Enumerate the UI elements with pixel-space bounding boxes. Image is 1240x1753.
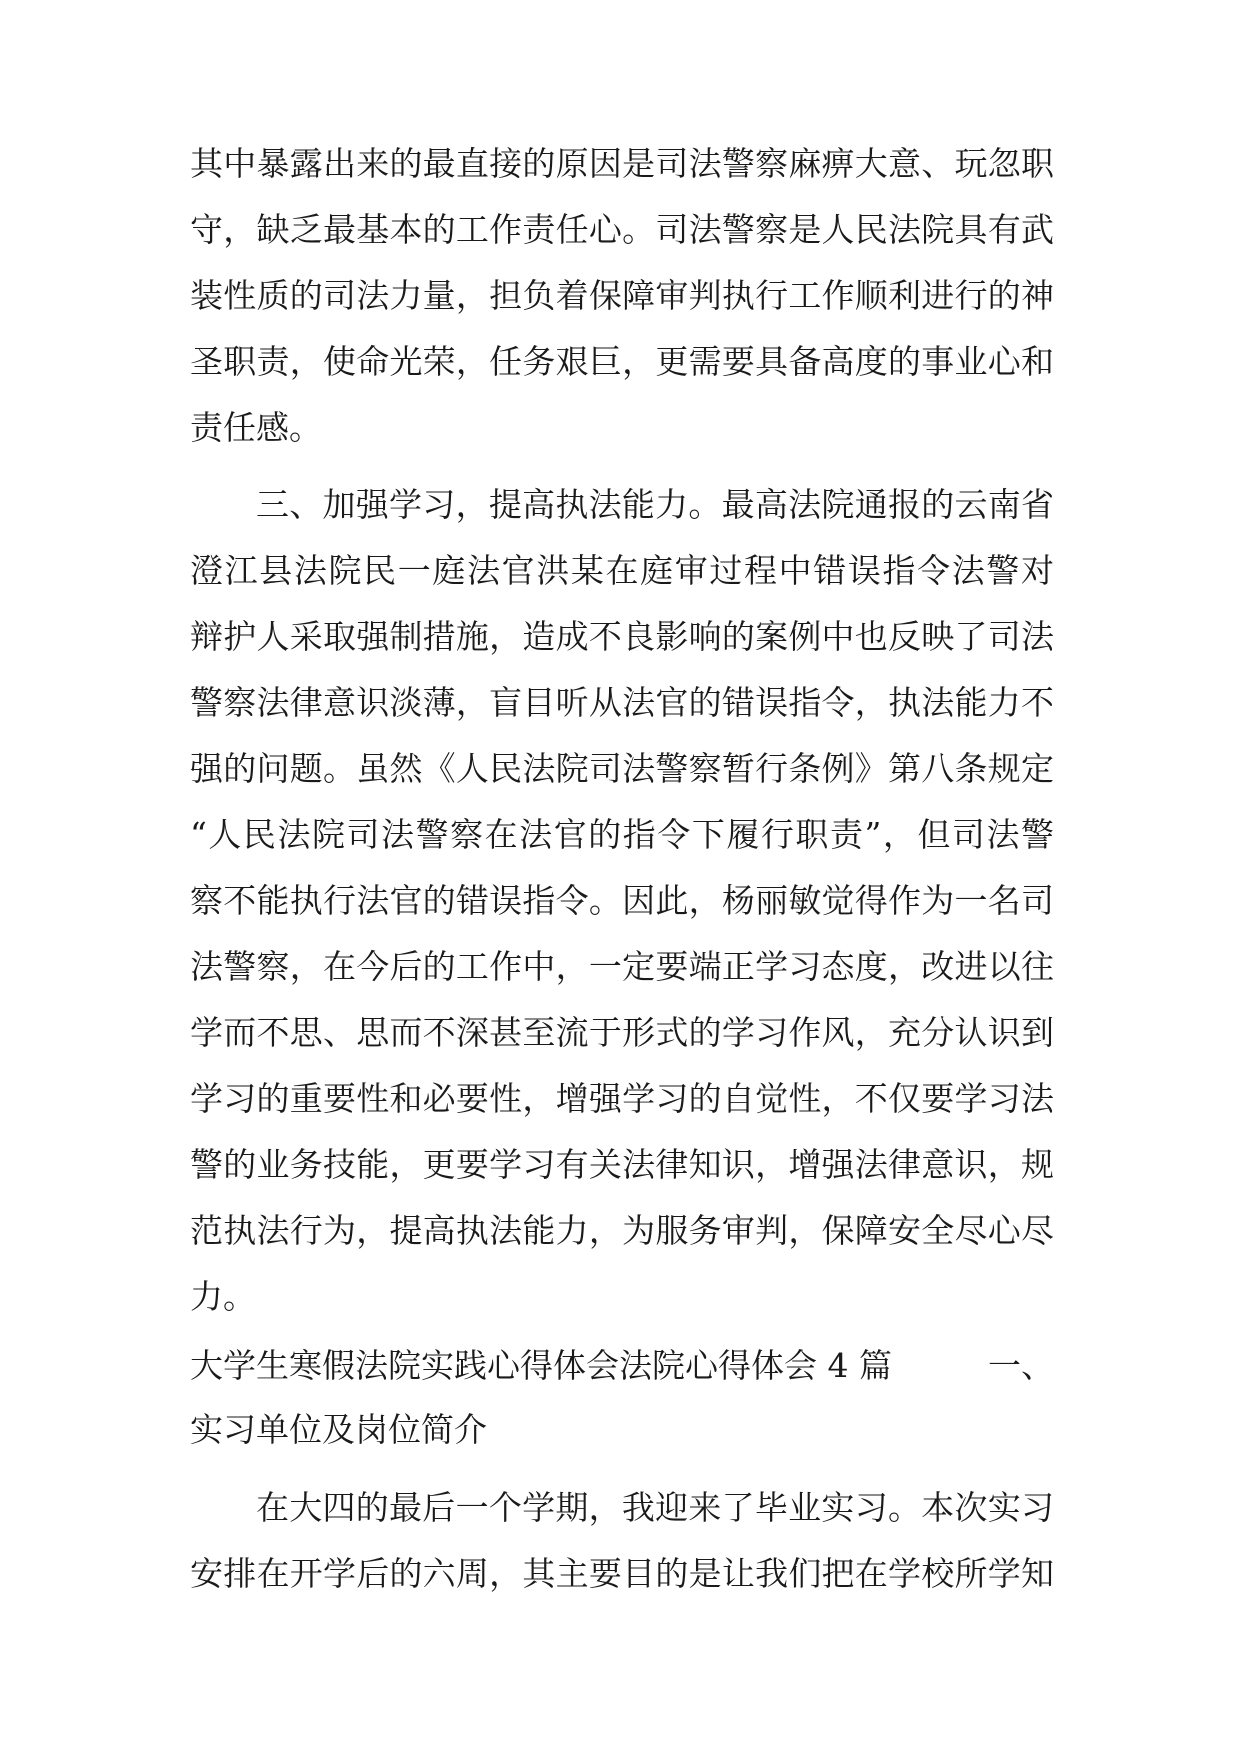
paragraph-2-line-6: “人民法院司法警察在法官的指令下履行职责”，但司法警 [190,815,1054,854]
paragraph-1-line-3: 装性质的司法力量，担负着保障审判执行工作顺利进行的神 [190,276,1054,315]
paragraph-1-line-4: 圣职责，使命光荣，任务艰巨，更需要具备高度的事业心和 [190,342,1054,381]
paragraph-1-line-1: 其中暴露出来的最直接的原因是司法警察麻痹大意、玩忽职 [190,144,1054,183]
paragraph-1-line-5: 责任感。 [190,408,322,447]
paragraph-2-line-1: 三、加强学习，提高执法能力。最高法院通报的云南省 [256,485,1054,524]
paragraph-2-line-9: 学而不思、思而不深甚至流于形式的学习作风，充分认识到 [190,1013,1054,1052]
paragraph-3-line-2: 安排在开学后的六周，其主要目的是让我们把在学校所学知 [190,1554,1054,1593]
paragraph-2-line-11: 警的业务技能，更要学习有关法律知识，增强法律意识，规 [190,1145,1054,1184]
paragraph-2-line-3: 辩护人采取强制措施，造成不良影响的案例中也反映了司法 [190,617,1054,656]
section-title: 实习单位及岗位简介 [190,1410,487,1449]
paragraph-2-line-8: 法警察，在今后的工作中，一定要端正学习态度，改进以往 [190,947,1054,986]
section-number: 一、 [988,1346,1054,1385]
paragraph-2-line-12: 范执法行为，提高执法能力，为服务审判，保障安全尽心尽 [190,1211,1054,1250]
paragraph-3-line-1: 在大四的最后一个学期，我迎来了毕业实习。本次实习 [256,1488,1054,1527]
paragraph-2-line-4: 警察法律意识淡薄，盲目听从法官的错误指令，执法能力不 [190,683,1054,722]
paragraph-2-line-13: 力。 [190,1277,256,1316]
article-title: 大学生寒假法院实践心得体会法院心得体会 4 篇 [190,1346,892,1385]
paragraph-2-line-2: 澄江县法院民一庭法官洪某在庭审过程中错误指令法警对 [190,551,1054,590]
paragraph-1-line-2: 守，缺乏最基本的工作责任心。司法警察是人民法院具有武 [190,210,1054,249]
paragraph-2-line-5: 强的问题。虽然《人民法院司法警察暂行条例》第八条规定 [190,749,1054,788]
paragraph-2-line-7: 察不能执行法官的错误指令。因此，杨丽敏觉得作为一名司 [190,881,1054,920]
paragraph-2-line-10: 学习的重要性和必要性，增强学习的自觉性，不仅要学习法 [190,1079,1054,1118]
